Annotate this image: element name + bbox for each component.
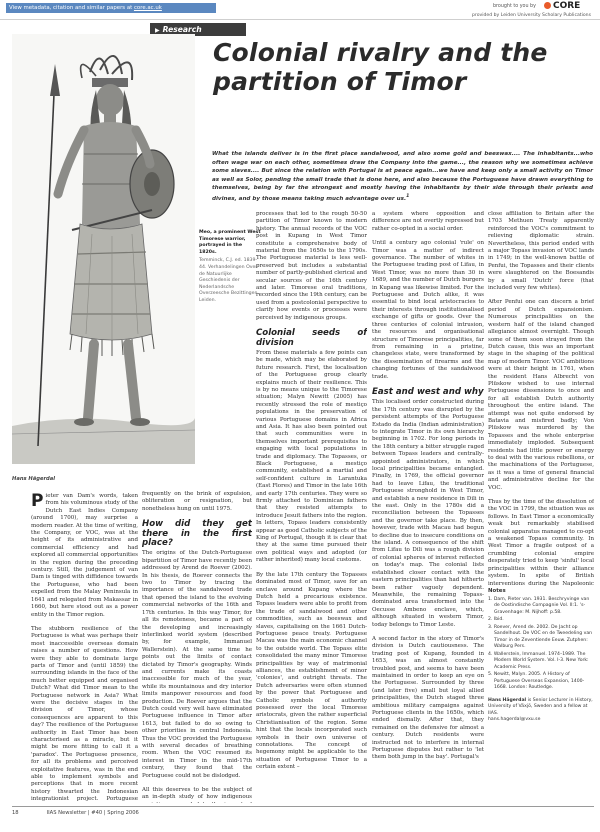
paragraph: By the late 17th century the Topasses dominated most of Timor, save for an enclave around Kupang where the Dutch held a precarious existence. Topass leaders were able to profit from the trade of sandalwood and other commodities, such as beeswax and slaves, capitalising on the 1661 Dutch-Portuguese peace treaty. Portuguese Macau was the main economic channel to the outside world. The Topass elite consolidated the many minor Timorese principalities by way of matrimonial alliances, the establishment of minor 'colonies', and outright threats. The Dutch adversaries were often stunned by the power that Portuguese and Catholic symbols of authority possessed over the local Timorese aristocrats, given the rather superficial Christianisation of the region. Some hint that the locals incorporated such symbols in their own universe of connotations. The concept of hegemony might be applicable to the situation of Portuguese Timor to a certain extent – — [256, 571, 367, 771]
note-item: 2. Ibid. — [488, 617, 504, 622]
warrior-drawing — [12, 34, 195, 464]
note-item: 5. Newitt, Malyn. 2005. A History of Portuguese Overseas Expansion, 1400-1668. London: Routledge. — [488, 672, 585, 690]
paragraph: processes that led to the rough 50-50 partition of Timor known to modern history. The annual records of the VOC post in Kupang in West Timor constitute a comprehensive body of material from the 1650s to the 1790s. The Portuguese material is less well-preserved but includes a substantial number of partly-published clerical and secular sources of the 16th century and later. Timorese oral traditions, recorded since the 19th century, can be used from a postcolonial perspective to clarify how events or processes were perceived by indigenous groups. — [256, 211, 367, 321]
body-column-1 — [31, 493, 138, 803]
paragraph: The stubborn resilience of the Portuguese is what was perhaps their most inaccessible overseas domain raises a number of questions. How were they able to dominate large parts of Timor and (until 1859) the surrounding islands in the face of the much better equipped and organised Dutch? What did Timor mean to the Portuguese network in Asia? What were the decisive stages in the division of Timor, whose consequences are apparent to this day? The resilience of the Portuguese authority in East Timor has been characterised as a miracle, but it might be more fitting to call it a 'paradox'. The Portuguese presence, for all its problems and perceived exploitative features, was in the end able to implement symbols and perceptions that in more recent history thwarted the Indonesian integrationist project. Portuguese — [31, 625, 138, 803]
page-number: 18 — [12, 810, 19, 816]
paragraph: close affiliation to Britain after the 1703 Methuen Treaty apparently reinforced the VOC's commitment to relieving diplomatic strain. Nevertheless, this period ended with a major Topass invasion of VOC lands in 1749; in the well-known battle of Penfui, the Topasses and their clients were slaughtered on the Boesandis by a small 'Dutch' force (that included very few whites). — [488, 211, 594, 292]
figure-caption — [199, 230, 261, 305]
brought-to-you-label: brought to you by — [493, 4, 536, 9]
bio-name: Hans Hägerdal — [488, 697, 527, 703]
paragraph: This localised order constructed during the 17th century was disrupted by the persistent attempts of the Portuguese Estado da India (Indian administration) to integrate Timor in its own hierarchy beginning in 1702. For long periods in the 18th century a bitter struggle raged between Topass leaders and centrally-appointed administrators, in which local principalities became entangled. Finally, in 1769, the official governor had to leave Lifau, the traditional Portuguese stronghold in West Timor, and establish a new residence in Dili in the east. Only in the 1780s did a reconciliation between the Topasses and the governor take place. By then, however, trade with Macau had begun to decline due to insecure conditions on the island. A consequence of the shift from Lifau to Dili was a rough division of colonial spheres of interest reflected on today's map. The colonial lists established closer contact with the eastern principalities than had hitherto been rather vaguely dependent. Meanwhile, the remaining Topass-dominated area transformed into the Oecusse Ambeno enclave, which, although situated in western Timor, today belongs to Timor Leste. — [372, 399, 484, 628]
paragraph: From these materials a few points can be made, which may be elaborated by future research. First, the localisation of the Portuguese group clearly explains much of their resilience. This is by no means unique to the Timorese situation; Malyn Newitt (2005) has recently stressed the role of mestiço populations in the preservation of various Portuguese domains in Africa and Asia. It has also been pointed out that such communities were in themselves important prerequisites to engaging with local populations in trade and diplomacy. The Topasses, or Black Portuguese, a mestiço community, established a martial and self-confident culture in Larantuka (East Flores) and Timor in the late 16th and early 17th centuries. They were so firmly attached to Dominican fathers that they resisted attempts to introduce Jesuit fathers into the region. In letters, Topass leaders consistently appear as good Catholic subjects of the King of Portugal, though it is clear that they at the same time pursued their own political ways and adopted (or rather inherited) many local customs. — [256, 349, 367, 564]
body-column-3 — [256, 211, 367, 803]
paragraph: a system where opposition and difference are not overtly repressed but rather co-opted in a social order. — [372, 211, 484, 232]
drop-cap: P — [31, 493, 44, 511]
core-logo[interactable] — [544, 1, 580, 11]
author-bio — [488, 698, 594, 724]
note-item: 4. Wallerstein, Immanuel. 1974–1989. The Modern World System. Vol. I-3. New York: Academic Press. — [488, 651, 589, 670]
note-item: 1. Dam, Pieter van. 1931. Beschryvinge van de Oostindische Compagnie Vol. II:1. 's-Gravenhage: M. Nijhoff: p.58. — [488, 596, 590, 615]
triangle-right-icon: ▶ — [155, 27, 160, 34]
standfirst-quote — [212, 150, 593, 203]
core-banner — [0, 0, 600, 20]
footer-divider — [12, 806, 594, 807]
notes-heading: Notes — [488, 588, 506, 594]
body-column-2 — [142, 491, 252, 803]
caption-title: Meo, a prominent West Timorese warrior, portrayed in the 1820s. — [199, 230, 261, 255]
body-column-5 — [488, 211, 594, 586]
warrior-illustration — [12, 34, 195, 464]
subheading: Colonial seeds of division — [256, 328, 367, 348]
core-metadata-link[interactable] — [6, 3, 216, 13]
subheading: How did they get there in the first place? — [142, 519, 252, 549]
paragraph: A second factor in the story of Timor's division is Dutch cautiousness. The trading post of Kupang, founded in 1653, was an almost constantly troubled post, and seems to have been maintained in order to keep an eye on the Portuguese. Surrounded by three (and later five) small but loyal allied principalities, the Dutch staged three ambitious military campaigns against Portuguese clients in the 1650s, which ended dismally. After that, they remained on the defensive for almost a century. Dutch residents were instructed not to interfere in internal Portuguese disputes but rather to 'let them both jump in the bay'. Portugal's — [372, 635, 484, 761]
bio-text: is Senior Lecturer in History, University of Växjö, Sweden and a fellow at IIAS. — [488, 697, 593, 716]
paragraph: The origins of the Dutch-Portuguese bipartition of Timor have recently been addressed by Arend de Roever (2002). In his thesis, de Roever connects the two to Timor by tracing the importance of the sandalwood trade that opened the island to the evolving commercial networks of the 16th and 17th centuries. In this way Timor, for all its remoteness, became a part of the developing and increasingly interlinked world system (described by, for example, Immanuel Wallerstein). At the same time he points out the limits of contact dictated by Timor's geography. Winds and currents make its coasts inaccessible for much of the year, while its mountainous and dry interior limits manpower resources and food production. De Roever argues that the Dutch could very well have eliminated Portuguese influence in Timor after 1613, but failed to do so owing to other priorities in central Indonesia. Thus the VOC provided the Portuguese with several decades of breathing room. When the VOC resumed its interest in Timor in the mid-17th century, they found that the Portuguese could not be dislodged. — [142, 550, 252, 779]
paragraph: frequently on the brink of expulsion, obliteration or resignation, but nonetheless hung on until 1975. — [142, 491, 252, 512]
page-footer — [12, 810, 139, 816]
core-logo-text: CORE — [553, 1, 581, 11]
bio-email-link[interactable]: hans.hagerdal@vxu.se — [488, 717, 541, 722]
section-label: Research — [162, 25, 202, 34]
note-item: 3. Roever, Arend de. 2002. De Jacht op Sandelhout. De VOC en de Tweedeling van Timor in de Zeventiende Eeuw. Zutphen: Walburg Pers. — [488, 624, 593, 649]
paragraph: ieter van Dam's words, taken from his voluminous study of the Dutch East Indies Company (around 1700), may surprise a modern reader. At the time of writing, the Company, or VOC, was at the height of its administrative and commercial efficiency and had explored all commercial opportunities in the region during the preceding century. Still, the judgement of van Dam is tinged with diffidence towards the Portuguese, who had been expelled from the Malay Peninsula in 1641 and relegated from Makassar in 1660, but here stood out as a power entity in the Timor region. — [31, 493, 138, 618]
publication-line: IIAS Newsletter | #40 | Spring 2006 — [46, 810, 139, 816]
paragraph: All this deserves to be the subject of an in-depth study of how indigenous — [142, 787, 252, 801]
notes-list — [488, 597, 594, 692]
standfirst-footnote-ref[interactable]: 1 — [406, 193, 410, 199]
standfirst-text: What the islands deliver is in the first place sandalwood, and also some gold and beeswax.... The inhabitants...who often wage war on each other, sometimes draw the Company into the game..., the reason why we sometimes achieve some slaves.... But since the relation with Portugal is at peace again...we have and keep only a small activity on Timor as well as Solor, pending the small trade that is done here, and also because the Portuguese have drawn everything to themselves, being by far the strongest and mostly having the inhabitants by their side through their priests and divines, and by those means taking much advantage over us. — [212, 151, 593, 202]
core-link-site[interactable]: core.ac.uk — [133, 5, 162, 11]
paragraph: Until a century ago colonial 'rule' on Timor was a matter of indirect governance. The number of whites in the Portuguese trading post of Lifau, in West Timor, was no more than 30 in 1689, and the number of Dutch burgers in Kupang was likewise limited. For the Portuguese and Dutch alike, it was essential to bind local aristocracies to their interests through institutionalised exchange of gifts or goods. Over the three centuries of colonial intrusion, the resources and organisational structure of Timorese principalities, far from remaining in a pristine, changeless state, were transformed by the dissemination of firearms and the changing fortunes of the sandalwood trade. — [372, 240, 484, 380]
core-link-prefix: View metadata, citation and similar papers at — [9, 5, 134, 11]
article-title: Colonial rivalry and the partition of Timor — [213, 38, 548, 96]
author-byline: Hans Hägerdal — [12, 476, 56, 482]
paragraph: After Penfui one can discern a brief period of Dutch expansionism. Numerous principalities on the western half of the island changed allegiance almost overnight. Though some of them soon strayed from the Dutch cause, this was an important stage in the shaping of the political map of modern Timor. VOC ambitions were at their height in 1761, when the resident Hans Albrecht von Plüskow wished to use internal Portuguese dissensions to once and for all establish Dutch authority throughout the entire island. The attempt was not quite endorsed by Batavia and misfired badly; Von Plüskow was murdered by the Topasses and the whole enterprise immediately imploded. Subsequent residents had little power or energy to deal with the various rebellions, or the machinations of the Portuguese, as it was a time of general financial and administrative decline for the VOC. — [488, 299, 594, 491]
caption-source: Temminck, C.J. ed. 1839-44. Verhandelingen Over de Natuurlijke Geschiedenis der Nederlandsche Overzeesche Bezittingen. Leiden. — [199, 258, 259, 303]
core-logo-icon — [544, 2, 551, 9]
paragraph: Thus by the time of the dissolution of the VOC in 1799, the situation was as follows. In East Timor a economically weak but remarkably stabilised colonial apparatus managed to co-opt a weakened Topass community. In West Timor a fragile outpost of a crumbling colonial empire desperately tried to keep 'sinful' local principalities within their alliance system. In spite of British interventions during the Napoleonic — [488, 499, 594, 586]
endnotes — [488, 588, 594, 724]
subheading: East and west and why — [372, 386, 484, 397]
body-column-4 — [372, 211, 484, 803]
provided-by-label: provided by Leiden University Scholary Publications — [472, 13, 591, 18]
